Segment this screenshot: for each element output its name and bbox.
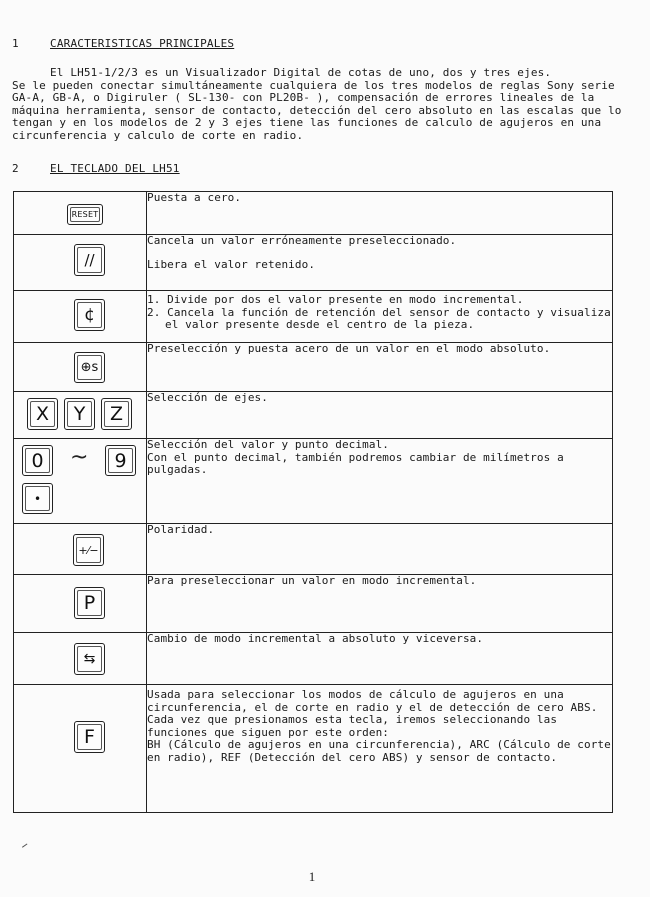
section-2-number: 2 — [12, 162, 19, 175]
table-row — [14, 392, 613, 439]
zero-key-icon: 0 — [22, 445, 53, 476]
center-key-icon: ¢ — [74, 299, 105, 331]
page-number: 1 — [308, 869, 316, 884]
table-row — [14, 524, 613, 575]
nine-key-icon: 9 — [105, 445, 136, 476]
intro-line: Se le pueden conectar simultáneamente cualquiera de los tres modelos de reglas Sony serie — [12, 79, 615, 92]
digits-description: Selección del valor y punto decimal. Con el punto decimal, también podremos cambiar de milímetros a pulgadas. — [147, 439, 613, 524]
table-row — [14, 439, 613, 524]
axes-description: Selección de ejes. — [147, 392, 613, 439]
preset-absolute-key-icon: ⊕s — [74, 352, 105, 383]
y-axis-key-icon: Y — [64, 398, 95, 430]
polarity-description: Polaridad. — [147, 524, 613, 575]
x-axis-key-icon: X — [27, 398, 58, 430]
p-key-icon: P — [74, 587, 105, 619]
intro-line: GA-A, GB-A, o Digiruler ( SL-130- con PL20B- ), compensación de errores lineales de la — [12, 92, 595, 105]
table-row — [14, 343, 613, 392]
incremental-absolute-key-icon: ⇆ — [74, 643, 105, 675]
cancel-description: Cancela un valor erróneamente preseleccionado. Libera el valor retenido. — [147, 235, 613, 291]
reset-key-icon: RESET — [67, 204, 103, 225]
intro-line: tengan y en los modelos de 2 y 3 ejes tiene las funciones de calculo de agujeros en una — [12, 117, 602, 130]
table-row — [14, 235, 613, 291]
z-axis-key-icon: Z — [101, 398, 132, 430]
range-tilde-icon: ~ — [70, 445, 89, 470]
keypad-table — [13, 191, 613, 813]
section-1-heading — [12, 37, 412, 53]
polarity-key-icon: +⁄− — [73, 534, 104, 566]
p-description: Para preseleccionar un valor en modo incremental. — [147, 575, 613, 633]
cancel-key-icon: // — [74, 244, 105, 276]
decimal-point-key-icon: • — [22, 483, 53, 514]
f-description: Usada para seleccionar los modos de cálculo de agujeros en una circunferencia, el de corte en radio y el de detección de cero ABS. Cada vez que presionamos esta tecla, iremos seleccionando las funciones que siguen por este orden: BH (Cálculo de agujeros en una circunferencia), ARC (Cálculo de corte en radio), REF (Detección del cero ABS) y sensor de contacto. — [147, 685, 613, 813]
reset-description: Puesta a cero. — [147, 192, 613, 235]
table-row — [14, 192, 613, 235]
f-key-icon: F — [74, 721, 105, 753]
section-2-title: EL TECLADO DEL LH51 — [50, 162, 180, 175]
preset-absolute-description: Preselección y puesta acero de un valor en el modo absoluto. — [147, 343, 613, 392]
section-1-title: CARACTERISTICAS PRINCIPALES — [50, 37, 235, 50]
table-row — [14, 633, 613, 685]
table-row — [14, 685, 613, 813]
table-row — [14, 575, 613, 633]
intro-line: circunferencia y calculo de corte en radio. — [12, 129, 304, 142]
center-description: 1. Divide por dos el valor presente en modo incremental. 2. Cancela la función de retención del sensor de contacto y visualiza el valor presente desde el centro de la pieza. — [147, 291, 613, 343]
intro-paragraph — [12, 67, 627, 143]
section-1-number: 1 — [12, 37, 19, 50]
incremental-absolute-description: Cambio de modo incremental a absoluto y viceversa. — [147, 633, 613, 685]
intro-line: máquina herramienta, sensor de contacto, detección del cero absoluto en las escalas que lo — [12, 104, 622, 117]
section-2-heading — [12, 162, 412, 178]
scan-mark — [22, 843, 28, 848]
table-row — [14, 291, 613, 343]
intro-line: El LH51-1/2/3 es un Visualizador Digital de cotas de uno, dos y tres ejes. — [50, 67, 552, 79]
